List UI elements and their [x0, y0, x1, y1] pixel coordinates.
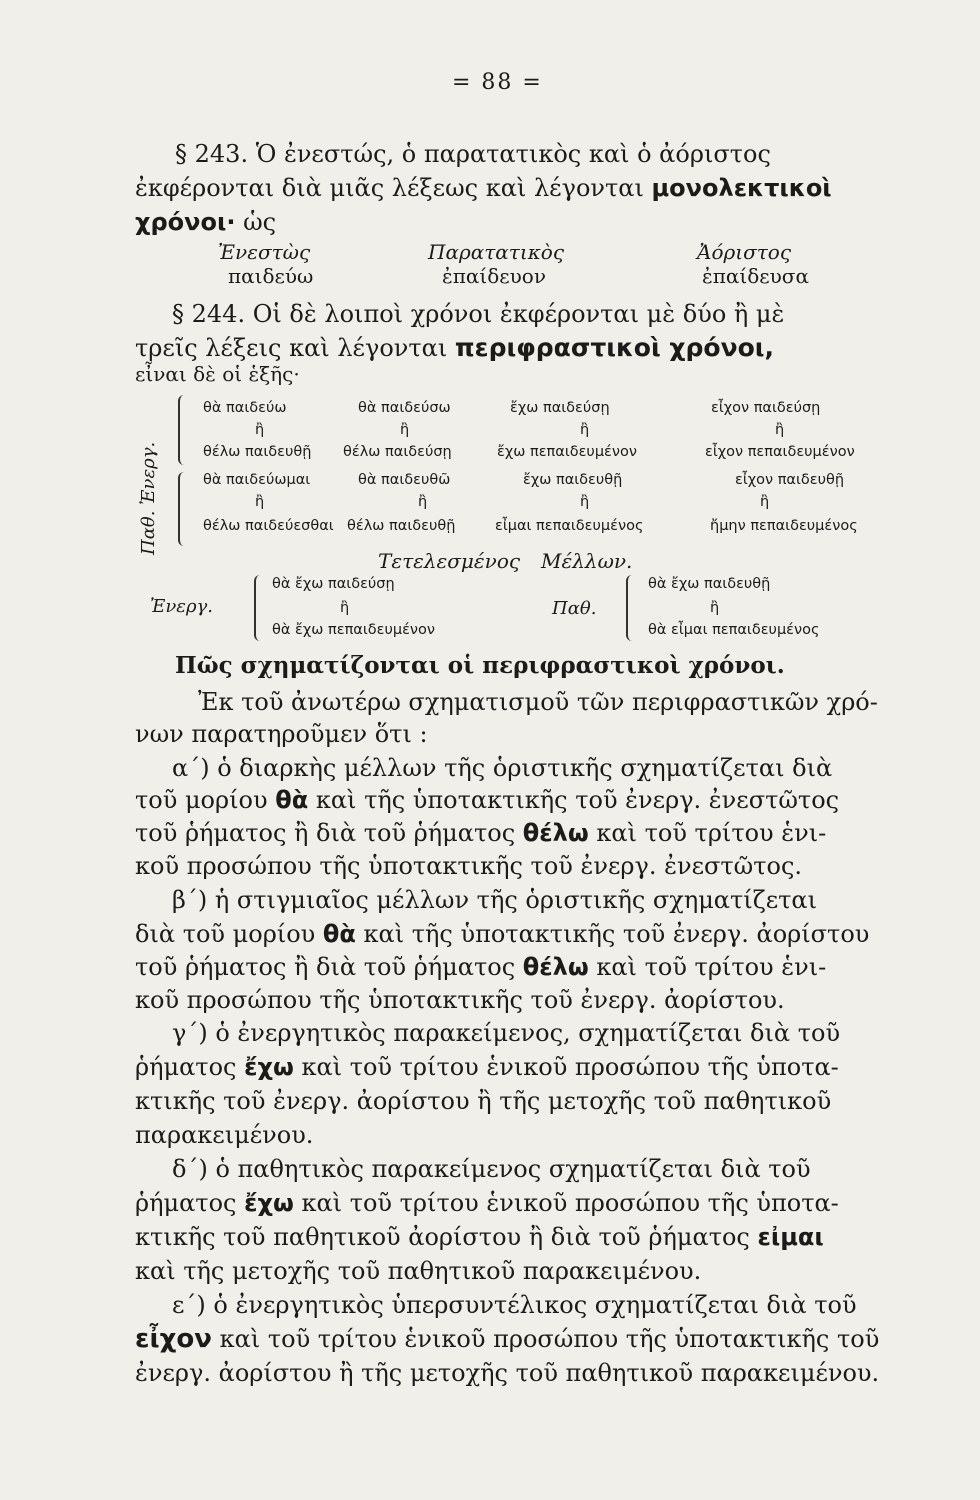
intro-line: νων παρατηροῦμεν ὅτι :: [135, 720, 428, 748]
rule-b-line: [135, 918, 869, 950]
rule-a-line: κοῦ προσώπου τῆς ὑποτακτικῆς τοῦ ἐνεργ. ἐνεστῶτος.: [135, 852, 803, 880]
s244-bold-term: περιφραστικοὶ χρόνοι,: [454, 333, 775, 362]
fp-path-label: Παθ.: [552, 598, 597, 619]
s244-line2-text: τρεῖς λέξεις καὶ λέγονται: [135, 334, 448, 362]
rule-e-bold: εἶχον: [135, 1324, 212, 1354]
rule-d-bold: εἰμαι: [757, 1223, 824, 1251]
s244-line3: εἶναι δὲ οἱ ἑξῆς·: [135, 362, 300, 386]
table-cell: εἶμαι πεπαιδευμένος: [495, 518, 644, 534]
table-cell: εἶχον παιδευθῇ: [735, 472, 845, 488]
table-cell: θέλω παιδεύσῃ: [343, 444, 452, 460]
rule-c-bold: ἔχω: [244, 1053, 294, 1081]
page-number: = 88 =: [452, 70, 543, 95]
section-heading: Πῶς σχηματίζονται οἱ περιφραστικοὶ χρόνοι.: [175, 652, 785, 679]
table-cell: θέλω παιδεύεσθαι: [203, 518, 334, 534]
s243-line2: [135, 172, 832, 204]
table-cell: θὰ παιδευθῶ: [358, 472, 451, 488]
s243-bold-term-2: χρόνοι·: [135, 208, 236, 236]
rule-b-text: καὶ τοῦ τρίτου ἑνι-: [596, 953, 827, 981]
fp-energ-line: θὰ ἔχω πεπαιδευμένον: [272, 622, 435, 638]
rule-e-line: [135, 1323, 879, 1355]
rule-c-line: κτικῆς τοῦ ἐνεργ. ἀορίστου ἢ τῆς μετοχῆς τοῦ παθητικοῦ: [135, 1087, 832, 1115]
rule-b-bold: θέλω: [522, 953, 589, 981]
fp-energ-label: Ἐνεργ.: [150, 596, 214, 617]
future-perfect-header-1: Τετελεσμένος: [378, 549, 521, 573]
label-path: Παθ.: [138, 510, 159, 555]
table-cell: ἤμην πεπαιδευμένος: [710, 518, 858, 534]
value-imperfect: ἐπαίδευον: [442, 264, 546, 288]
brace-fp-passive: [626, 575, 638, 641]
table-cell: ἔχω παιδεύσῃ: [510, 400, 610, 416]
value-present: παιδεύω: [228, 264, 314, 288]
rule-e-text: καὶ τοῦ τρίτου ἑνικοῦ προσώπου τῆς ὑποτακτικῆς τοῦ: [219, 1325, 880, 1353]
rule-c-line: παρακειμένου.: [135, 1121, 314, 1149]
rule-b-bold: θὰ: [322, 920, 356, 948]
table-cell: εἶχον πεπαιδευμένον: [705, 444, 855, 460]
rule-d-text: κτικῆς τοῦ παθητικοῦ ἀορίστου ἢ διὰ τοῦ ῥήματος: [135, 1223, 750, 1251]
rule-a-text: τοῦ μορίου: [135, 786, 268, 814]
table-cell: ἔχω πεπαιδευμένον: [497, 444, 637, 460]
table-cell: εἶχον παιδεύσῃ: [711, 400, 821, 416]
table-cell: ἢ: [400, 422, 410, 438]
table-cell: ἢ: [418, 494, 428, 510]
rule-a-text: τοῦ ῥήματος ἢ διὰ τοῦ ῥήματος: [135, 819, 516, 847]
table-cell: ἢ: [775, 422, 785, 438]
fp-path-line: θὰ εἶμαι πεπαιδευμένος: [648, 622, 820, 638]
rule-d-bold: ἔχω: [244, 1189, 294, 1217]
rule-d-line: [135, 1221, 824, 1253]
rule-d-line: [135, 1187, 839, 1219]
fp-energ-line: θὰ ἔχω παιδεύσῃ: [272, 576, 395, 592]
rule-a-bold: θὰ: [275, 786, 309, 814]
rule-d-line: καὶ τῆς μετοχῆς τοῦ παθητικοῦ παρακειμένου.: [135, 1257, 702, 1285]
s243-line1: § 243. Ὁ ἐνεστώς, ὁ παρατατικὸς καὶ ὁ ἀόριστος: [175, 140, 771, 168]
rule-b-line: [135, 951, 826, 983]
s244-line2: [135, 332, 774, 364]
rule-b-text: τοῦ ῥήματος ἢ διὰ τοῦ ῥήματος: [135, 953, 516, 981]
brace-active: [178, 395, 190, 465]
label-energ: Ἐνεργ.: [138, 441, 159, 505]
rule-c-text: ῥήματος: [135, 1053, 237, 1081]
col-header-present: Ἐνεστὼς: [218, 240, 311, 264]
rule-a-line: [135, 817, 826, 849]
s244-line1: § 244. Οἱ δὲ λοιποὶ χρόνοι ἐκφέρονται μὲ δύο ἢ μὲ: [172, 300, 785, 328]
rule-c-line: γ΄) ὁ ἐνεργητικὸς παρακείμενος, σχηματίζεται διὰ τοῦ: [172, 1019, 841, 1047]
col-header-aorist: Ἀόριστος: [697, 240, 792, 264]
rule-b-text: διὰ τοῦ μορίου: [135, 920, 316, 948]
col-header-imperfect: Παρατατικὸς: [428, 240, 565, 264]
table-cell: θὰ παιδεύω: [203, 400, 287, 416]
rule-d-text: ῥήματος: [135, 1189, 237, 1217]
table-cell: ἢ: [255, 494, 265, 510]
rule-b-line: κοῦ προσώπου τῆς ὑποτακτικῆς τοῦ ἐνεργ. ἀορίστου.: [135, 986, 785, 1014]
rule-a-line: [135, 784, 839, 816]
fp-path-line: θὰ ἔχω παιδευθῇ: [648, 576, 771, 592]
s243-line2-text: ἐκφέρονται διὰ μιᾶς λέξεως καὶ λέγονται: [135, 174, 644, 202]
rule-b-line: β΄) ἡ στιγμιαῖος μέλλων τῆς ὁριστικῆς σχηματίζεται: [172, 886, 818, 914]
table-cell: θέλω παιδευθῇ: [203, 444, 312, 460]
rule-c-line: [135, 1051, 839, 1083]
intro-line: Ἐκ τοῦ ἀνωτέρω σχηματισμοῦ τῶν περιφραστικῶν χρό-: [198, 688, 878, 716]
fp-path-line: ἢ: [710, 600, 720, 616]
future-perfect-header-2: Μέλλων.: [541, 549, 633, 573]
s243-line3-text: ὡς: [243, 208, 277, 236]
table-cell: θὰ παιδεύωμαι: [203, 472, 311, 488]
table-cell: ἢ: [760, 494, 770, 510]
rule-d-text: καὶ τοῦ τρίτου ἑνικοῦ προσώπου τῆς ὑποτα-: [301, 1189, 839, 1217]
table-cell: ἢ: [580, 422, 590, 438]
rule-a-bold: θέλω: [522, 819, 589, 847]
s243-line3: [135, 206, 276, 238]
rule-e-line: ἐνεργ. ἀορίστου ἢ τῆς μετοχῆς τοῦ παθητικοῦ παρακειμένου.: [135, 1359, 880, 1387]
rule-a-line: α΄) ὁ διαρκὴς μέλλων τῆς ὁριστικῆς σχηματίζεται διὰ: [172, 754, 833, 782]
table-cell: ἔχω παιδευθῇ: [523, 472, 623, 488]
rule-e-line: ε΄) ὁ ἐνεργητικὸς ὑπερσυντέλικος σχηματίζεται διὰ τοῦ: [172, 1291, 857, 1319]
table-cell: ἢ: [580, 494, 590, 510]
rule-a-text: καὶ τῆς ὑποτακτικῆς τοῦ ἐνεργ. ἐνεστῶτος: [315, 786, 840, 814]
table-cell: θὰ παιδεύσω: [358, 400, 451, 416]
value-aorist: ἐπαίδευσα: [702, 264, 809, 288]
fp-energ-line: ἢ: [340, 600, 350, 616]
brace-passive: [178, 472, 190, 546]
rule-d-line: δ΄) ὁ παθητικὸς παρακείμενος σχηματίζεται διὰ τοῦ: [172, 1155, 811, 1183]
s243-bold-term: μονολεκτικοὶ: [651, 174, 832, 202]
rule-a-text: καὶ τοῦ τρίτου ἑνι-: [596, 819, 827, 847]
brace-fp-active: [254, 575, 266, 641]
rule-b-text: καὶ τῆς ὑποτακτικῆς τοῦ ἐνεργ. ἀορίστου: [363, 920, 870, 948]
table-voice-label: [138, 442, 159, 555]
rule-c-text: καὶ τοῦ τρίτου ἑνικοῦ προσώπου τῆς ὑποτα-: [301, 1053, 839, 1081]
table-cell: ἢ: [255, 422, 265, 438]
table-cell: θέλω παιδευθῇ: [347, 518, 456, 534]
